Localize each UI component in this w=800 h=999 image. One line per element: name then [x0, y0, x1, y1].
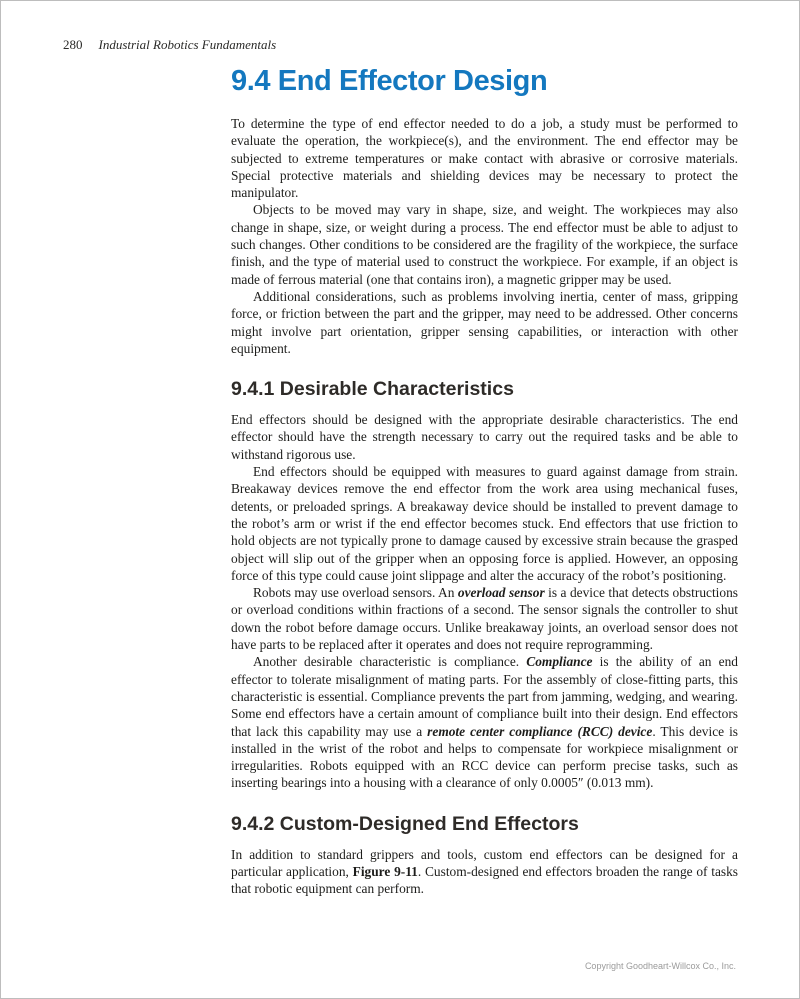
- body-paragraph: [231, 115, 738, 201]
- emphasized-term: remote center compliance (RCC) device: [427, 723, 653, 739]
- page-number: 280: [63, 37, 83, 52]
- body-paragraph: [231, 201, 738, 287]
- text-run: End effectors should be equipped with measures to guard against damage from strain. Breakaway devices remove the end effector from the work area using mechanical fuses, detents, or preloaded springs. A breakaway device should be installed to prevent damage to the robot’s arm or wrist if the end effector becomes stuck. End effectors that use friction to hold objects are not typically prone to damage caused by excessive strain because the grasped object will slip out of the gripper when an opposing force is applied. However, an opposing force of this type could cause joint slippage and alter the accuracy of the robot’s positioning.: [231, 464, 738, 583]
- text-run: . Custom-designed end effectors broaden the range of tasks that robotic equipment can perform.: [231, 863, 739, 897]
- body-paragraph: [231, 653, 738, 791]
- running-head-title: Industrial Robotics Fundamentals: [98, 37, 277, 52]
- text-run: To determine the type of end effector needed to do a job, a study must be performed to evaluate the operation, the workpiece(s), and the environment. The end effector may be subjected to extreme temperatures or make contact with abrasive or corrosive materials. Special protective materials and shielding devices may be necessary to protect the manipulator.: [231, 116, 738, 201]
- emphasized-term: overload sensor: [457, 585, 545, 601]
- body-paragraph: [231, 584, 738, 653]
- emphasized-term: Figure 9-11: [352, 863, 418, 879]
- subsection-heading: 9.4.1 Desirable Characteristics: [231, 378, 514, 401]
- section-title: 9.4 End Effector Design: [231, 65, 548, 97]
- text-run: End effectors should be designed with the appropriate desirable characteristics. The end effector should have the strength necessary to carry out the required tasks and be able to withstand rigorous use.: [231, 412, 738, 462]
- body-paragraph: [231, 463, 738, 584]
- text-run: Objects to be moved may vary in shape, size, and weight. The workpieces may also change in shape, size, or weight during a process. The end effector must be able to adjust to such changes. Other conditions to be considered are the fragility of the workpiece, the surface finish, and the type of material used to construct the workpiece. For example, if an object is made of ferrous material (one that contains iron), a magnetic gripper may be used.: [231, 202, 738, 287]
- body-paragraph: [231, 411, 738, 463]
- emphasized-term: Compliance: [526, 654, 593, 670]
- body-paragraph: [231, 288, 738, 357]
- content-area: [231, 65, 738, 898]
- body-paragraph: [231, 846, 738, 898]
- subsection-heading: 9.4.2 Custom-Designed End Effectors: [231, 812, 579, 835]
- text-run: is the ability of an end effector to tolerate misalignment of mating parts. For the assembly of close-fitting parts, this characteristic is essential. Compliance prevents the part from jamming, wedging, and wearing. Some end effectors have a certain amount of compliance built into their design. End effectors that lack this capability may use a: [231, 654, 738, 739]
- text-run: . This device is installed in the wrist of the robot and helps to compensate for workpiece misalignment or irregularities. Robots equipped with an RCC device can perform precise tasks, such as inserting bearings into a housing with a clearance of only 0.0005″ (0.013 mm).: [231, 723, 739, 791]
- text-run: Another desirable characteristic is compliance.: [253, 654, 527, 670]
- running-head: [63, 37, 276, 53]
- text-run: is a device that detects obstructions or overload conditions within fractions of a second. The sensor signals the controller to shut down the robot before damage occurs. Unlike breakaway joints, an overload sensor does not have parts to be replaced after it operates and does not require reprogramming.: [231, 585, 739, 653]
- text-run: Additional considerations, such as problems involving inertia, center of mass, gripping force, or friction between the part and the gripper, may need to be addressed. Other concerns might involve part orientation, gripper sensing capabilities, or interaction with other equipment.: [231, 288, 738, 356]
- text-run: In addition to standard grippers and tools, custom end effectors can be designed for a particular application,: [231, 846, 738, 879]
- text-run: Robots may use overload sensors. An: [253, 585, 458, 601]
- copyright-notice: Copyright Goodheart-Willcox Co., Inc.: [584, 961, 736, 971]
